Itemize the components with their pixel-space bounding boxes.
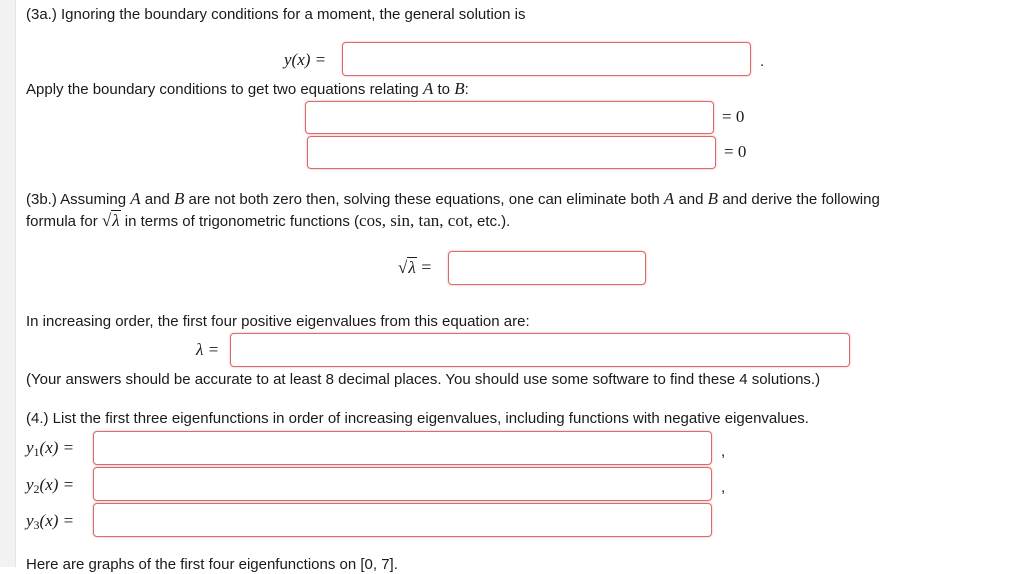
q3b-line1: (3b.) Assuming A and B are not both zero then, solving these equations, one can eliminate both A and B and derive the following <box>26 189 880 208</box>
q4-intro: (4.) List the first three eigenfunctions in order of increasing eigenvalues, including functions with negative eigenvalues. <box>26 410 809 427</box>
graphs-caption: Here are graphs of the first four eigenfunctions on [0, 7]. <box>26 556 398 573</box>
left-margin-bar <box>0 0 16 567</box>
sqrt-lambda-input[interactable] <box>448 251 646 285</box>
eigenfunction-1-comma: , <box>721 443 726 460</box>
boundary-equation-2-input[interactable] <box>307 136 716 169</box>
boundary-equation-1-input[interactable] <box>305 101 714 134</box>
general-solution-period: . <box>760 53 765 70</box>
boundary-equation-1-suffix: = 0 <box>722 107 745 126</box>
sqrt-lambda-label: √λ = <box>398 257 432 277</box>
q3a-apply-text: Apply the boundary conditions to get two equations relating A to B: <box>26 79 469 98</box>
eigenfunction-1-input[interactable] <box>93 431 712 465</box>
eigenfunction-3-label: $y_3(x)$ = <box>26 511 75 532</box>
general-solution-input[interactable] <box>342 42 751 76</box>
eigenfunction-2-comma: , <box>721 479 726 496</box>
accuracy-note: (Your answers should be accurate to at least 8 decimal places. You should use some software to find these 4 solutions.) <box>26 371 821 388</box>
eigenfunction-1-label: $y_1(x)$ = <box>26 438 75 459</box>
q3b-line2: formula for √λ in terms of trigonometric functions (cos, sin, tan, cot, etc.). <box>26 211 511 230</box>
var-a: A <box>422 79 434 98</box>
sqrt-lambda-symbol: √λ <box>101 211 120 230</box>
eigenfunction-3-input[interactable] <box>93 503 712 537</box>
q3a-intro: (3a.) Ignoring the boundary conditions for a moment, the general solution is <box>26 6 526 23</box>
var-b: B <box>454 79 465 98</box>
boundary-equation-2-suffix: = 0 <box>724 142 747 161</box>
eigenvalues-input[interactable] <box>230 333 850 367</box>
eigenfunction-2-label: $y_2(x)$ = <box>26 475 75 496</box>
general-solution-label: y(x) = <box>284 50 327 69</box>
lambda-label: λ = <box>196 340 220 359</box>
eigenfunction-2-input[interactable] <box>93 467 712 501</box>
eigenvalues-intro: In increasing order, the first four positive eigenvalues from this equation are: <box>26 313 530 330</box>
